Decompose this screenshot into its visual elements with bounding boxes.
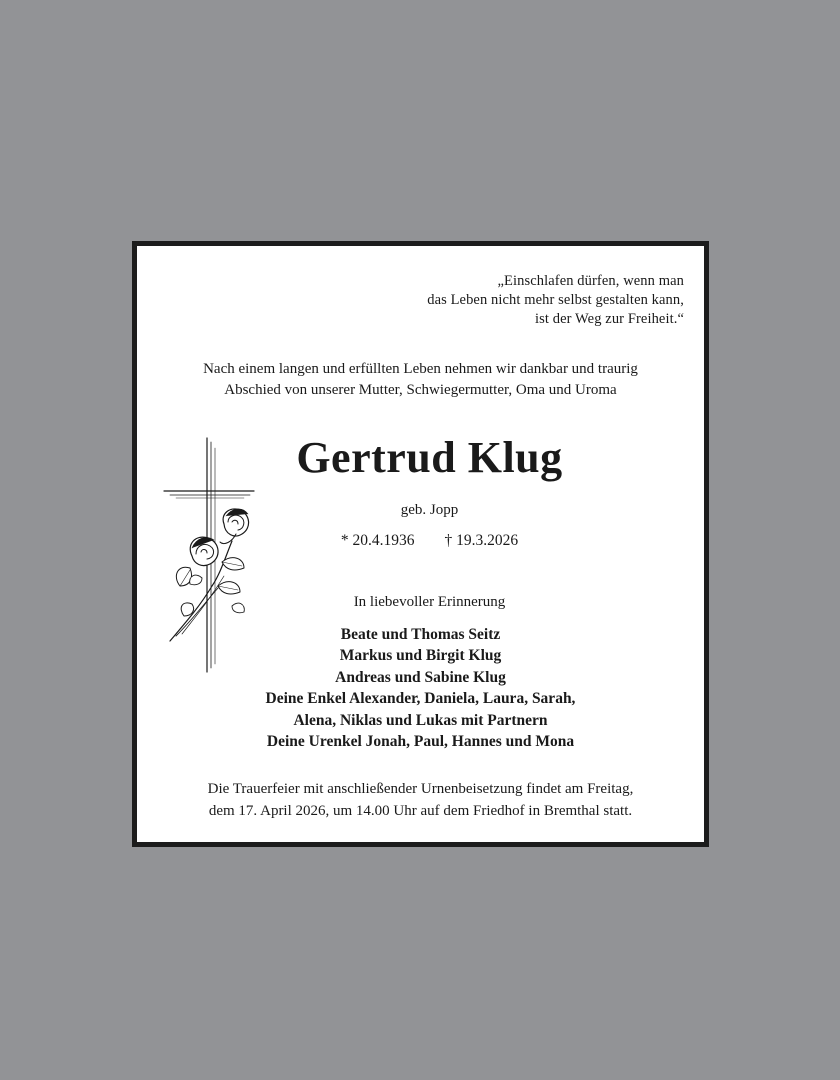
birth-name: geb. Jopp xyxy=(400,502,459,518)
funeral-line: dem 17. April 2026, um 14.00 Uhr auf dem Friedhof in Bremthal statt. xyxy=(208,803,633,819)
intro-text xyxy=(137,359,704,401)
mourner-line: Markus und Birgit Klug xyxy=(339,647,502,665)
intro-line: Abschied von unserer Mutter, Schwiegermutter, Oma und Uroma xyxy=(224,382,617,398)
quote xyxy=(427,272,684,329)
remembrance-line: In liebevoller Erinnerung xyxy=(353,594,506,610)
funeral-details xyxy=(137,778,704,822)
quote-line: ist der Weg zur Freiheit.“ xyxy=(535,311,684,327)
funeral-line: Die Trauerfeier mit anschließender Urnenbeisetzung findet am Freitag, xyxy=(207,781,634,797)
mourner-line: Deine Enkel Alexander, Daniela, Laura, Sarah, xyxy=(265,690,576,708)
mourner-line: Andreas und Sabine Klug xyxy=(335,668,506,686)
deceased-name: Gertrud Klug xyxy=(296,433,563,482)
quote-line: „Einschlafen dürfen, wenn man xyxy=(497,273,684,289)
mourner-line: Beate und Thomas Seitz xyxy=(340,626,501,643)
mourners-list xyxy=(137,624,704,752)
life-dates xyxy=(257,531,602,551)
death-date: † 19.3.2026 xyxy=(444,532,519,549)
birth-date: * 20.4.1936 xyxy=(340,532,415,549)
intro-line: Nach einem langen und erfüllten Leben nehmen wir dankbar und traurig xyxy=(203,361,638,377)
mourner-line: Deine Urenkel Jonah, Paul, Hannes und Mona xyxy=(266,733,575,751)
quote-line: das Leben nicht mehr selbst gestalten kann, xyxy=(427,292,684,308)
obituary-notice xyxy=(132,241,709,847)
mourner-line: Alena, Niklas und Lukas mit Partnern xyxy=(293,711,548,729)
